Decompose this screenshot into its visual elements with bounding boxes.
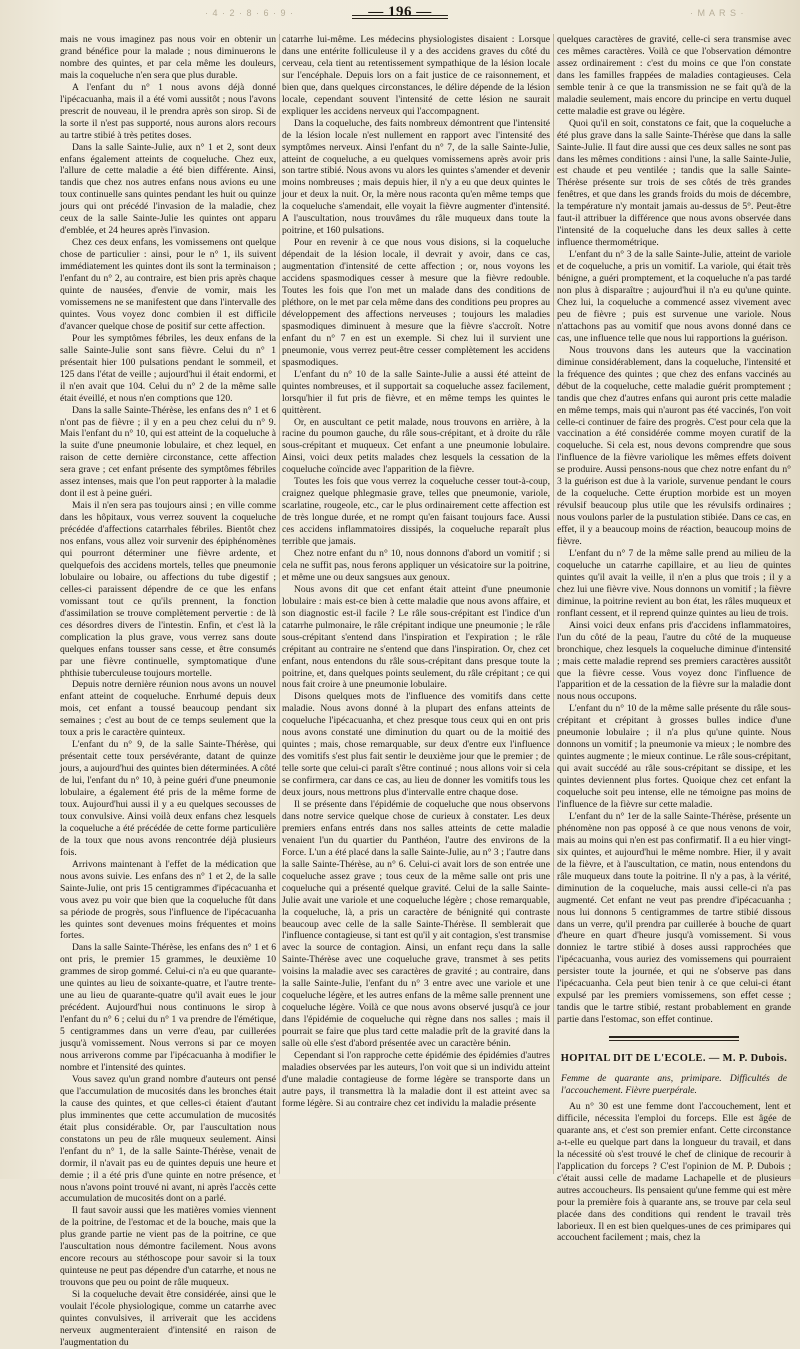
paragraph: L'enfant du n° 3 de la salle Sainte-Julie, atteint de variole et de coqueluche, a pris un vomitif. La variole, qui était très bénigne, a guéri promptement, et la coqueluche n'a pas tardé non plus à disparaître ; aujourd'hui il n'a eu qu'une quinte. Chez lui, la coqueluche a commencé assez vivement avec peu de fièvre ; puis est survenue une variole. Nous n'attachons pas au vomitif que nous avons donné dans ce cas, une influence telle que nous lui rapportions la guérison. [557,249,791,344]
paragraph: Si la coqueluche devait être considérée, ainsi que le voulait l'école physiologique, comme un catarrhe avec quintes convulsives, il arriverait que les accidens nerveux augmenteraient d'intensité en raison de l'augmentation du [60,1289,276,1348]
paragraph: Au n° 30 est une femme dont l'accouchement, lent et difficile, nécessita l'emploi du forceps. Elle est âgée de quarante ans, et c'est son premier enfant. Cette circonstance a-t-elle eu quelque part dans la longueur du travail, et dans la nécessité où s'est trouvé le chef de clinique de recourir à l'application du forceps ? C'est l'opinion de M. P. Dubois ; c'était aussi celle de madame Lachapelle et de plusieurs autres accoucheurs. Ils pensaient qu'une femme qui est mère pour la première fois à quarante ans, se trouve par cela seul placée dans des conditions qui rendent le travail très laborieux. Il en est bien quelques-unes de ces primipares qui accouchent facilement ; mais, chez la [557,1100,791,1244]
paragraph: Chez notre enfant du n° 10, nous donnons d'abord un vomitif ; si cela ne suffit pas, nous ferons appliquer un vésicatoire sur la poitrine, et même une ou deux sangsues aux genoux. [282,547,550,583]
paragraph: L'enfant du n° 10 de la même salle présente du râle sous-crépitant et crépitant à grosses bulles indice d'une pneumonie lobulaire ; il n'a plus qu'une quinte. Nous donnons un vomitif ; la pneumonie va mieux ; le nombre des quintes augmente ; le mieux continue. Le râle sous-crépitant, qui avait succédé au râle sous-crépitant se dissipe, et les quintes deviennent plus fortes. Quoique chez cet enfant la coqueluche soit peu intense, elle ne témoigne pas moins de l'influence de la fièvre sur cette maladie. [557,703,791,810]
paragraph: A l'enfant du n° 1 nous avons déjà donné l'ipécacuanha, mais il a été vomi aussitôt ; nous l'avons prescrit de nouveau, il le prendra après son sirop. Si de la sorte il n'est pas supporté, nous aurons alors recours au tartre stibié à très petites doses. [60,81,276,141]
paragraph: Nous trouvons dans les auteurs que la vaccination diminue considérablement, dans la coqueluche, l'intensité et la fréquence des quintes ; que chez des enfans vaccinés au début de la coqueluche, cette maladie guérit promptement ; tandis que chez d'autres enfans qui auront pris cette maladie en même temps, mais qui n'auront pas été vaccinés, l'on voit celle-ci continuer de faire des progrès. C'est pour cela que la vaccination a été considérée comme moyen curatif de la coqueluche. Si cela est, nous devons comprendre que sous l'influence de la fièvre variolique les mêmes effets doivent se produire. Aussi pensons-nous que chez notre enfant du n° 3 la guérison est due à la variole, survenue pendant le cours de la coqueluche. Cette éruption morbide est un moyen révulsif beaucoup plus utile que les révulsifs ordinaires ; nous voulons parler de la pustulation stibiée. Dans ce cas, en effet, il y a beaucoup moins de réaction, beaucoup moins de fièvre. [557,344,791,548]
paragraph: Mais il n'en sera pas toujours ainsi ; en ville comme dans les hôpitaux, vous verrez souvent la coqueluche précédée d'affections catarrhales fébriles. Bientôt chez nos enfans, vous allez voir survenir des épiphénomènes qui pourront déterminer une fièvre ardente, et quelquefois des accidens mortels, telles que pneumonie lobulaire ou lobaire, ou affections du tube digestif ; celles-ci paraissent dépendre de ce que les enfans vomissant tout ce qu'ils prennent, la fonction d'assimilation se trouve complètement pervertie : de là ces désordres divers de l'intestin. Enfin, et c'est là la complication la plus grave, vous verrez sans doute quelques enfans tousser sans cesse, et être consumés par une fièvre continuelle, symptomatique d'une phthisie tuberculeuse toujours mortelle. [60,500,276,679]
paragraph: quelques caractères de gravité, celle-ci sera transmise avec ces mêmes caractères. Voilà ce que l'observation démontre assez ordinairement : c'est du moins ce que l'on constate dans les familles frappées de maladies contagieuses. Cela semble tenir à ce que la transmission ne se fait qu'à de la maladie seulement, mais encore du principe en vertu duquel cette maladie est grave ou légère. [557,34,791,117]
running-head-left: · 4 · 2 · 8 · 6 · 9 · [205,8,295,18]
paragraph: L'enfant du n° 10 de la salle Sainte-Julie a aussi été atteint de quintes nombreuses, et il supportait sa coqueluche assez facilement, lorsqu'hier il fut pris de fièvre, et en même temps les quintes le quittèrent. [282,368,550,416]
case-title: Femme de quarante ans, primipare. Difficultés de l'accouchement. Fièvre puerpérale. [561,1073,787,1097]
paragraph: Pour en revenir à ce que nous vous disions, si la coqueluche dépendait de la lésion locale, il devrait y avoir, dans ce cas, augmentation d'intensité de cette affection ; or, nous voyons les accidens spasmodiques cesser à mesure que la fièvre redouble. Toutes les fois que l'on met un malade dans des conditions de pléthore, on le met par cela même dans des conditions peu propres au développement des affections nerveuses ; toujours les maladies spasmodiques diminuent à mesure que la fièvre s'accroît. Notre enfant du n° 7 en est un exemple. Si chez lui il survient une pneumonie, vous verrez peut-être cesser complètement les accidens spasmodiques. [282,237,550,368]
paragraph: Arrivons maintenant à l'effet de la médication que nous avons suivie. Les enfans des n° 1 et 2, de la salle Sainte-Julie, ont pris 15 centigrammes d'ipécacuanha et vous avez pu voir que bien que la coqueluche fût dans sa période de progrès, sous l'influence de l'ipécacuanha les quintes sont devenues moins fréquentes et moins fortes. [60,858,276,942]
paragraph: Ainsi voici deux enfans pris d'accidens inflammatoires, l'un du côté de la peau, l'autre du côté de la muqueuse bronchique, chez lesquels la coqueluche diminue d'intensité ; mais cette maladie reprend ses premiers caractères aussitôt que la fièvre cesse. Vous voyez donc l'influence de l'apparition et de la cessation de la fièvre sur la maladie dont nous nous occupons. [557,619,791,703]
paragraph: Depuis notre dernière réunion nous avons un nouvel enfant atteint de coqueluche. Enrhumé depuis deux mois, cet enfant a toussé beaucoup pendant six semaines ; c'est au bout de ce temps seulement que la toux a pris le caractère quinteux. [60,679,276,739]
page-number: — 196 — [368,4,432,20]
paragraph: L'enfant du n° 7 de la même salle prend au milieu de la coqueluche un catarrhe capillaire, et au lieu de quintes quintes qu'il avait la veille, il n'en a plus que trois ; il y a chez lui une fièvre vive. Nous donnons un vomitif ; la fièvre diminue, la poitrine revient au bon état, les râles muqueux et ronflant cessent, et il reprend quinze quintes au lieu de trois. [557,547,791,619]
paragraph: Nous avons dit que cet enfant était atteint d'une pneumonie lobulaire : mais est-ce bien à cette maladie que nous avons affaire, et son diagnostic est-il facile ? Le râle sous-crépitant est l'indice d'un catarrhe pulmonaire, le râle crépitant indique une pneumonie ; le râle sous-crépitant s'entend dans l'inspiration et l'expiration ; le râle crépitant au contraire ne s'entend que dans l'inspiration. Or, chez cet enfant, nous entendons du râle sous-crépitant dans presque toute la poitrine, et, dans quelques points seulement, du râle crépitant ; ce qui nous fait croire à une pneumonie lobulaire. [282,583,550,691]
page-header [0,4,800,26]
text-column-1 [60,34,276,1348]
paragraph: Dans la salle Sainte-Thérèse, les enfans des n° 1 et 6 n'ont pas de fièvre ; il y en a peu chez celui du n° 9. Mais l'enfant du n° 10, qui est atteint de la coqueluche à la suite d'une pneumonie lobulaire, et chez lequel, en raison de cette dernière circonstance, cette affection sera grave ; cet enfant présente des symptômes fébriles assez intenses, mais que l'on peut rapporter à la maladie dont il est à peine guéri. [60,404,276,500]
running-head-right: · M A R S · [690,8,745,18]
paragraph: L'enfant du n° 9, de la salle Sainte-Thérèse, qui présentait cette toux persévérante, datant de quinze jours, a aujourd'hui des quintes bien déterminées. A côté de lui, l'enfant du n° 10, à peine guéri d'une pneumonie lobulaire, a également été pris de la même forme de toux. Aujourd'hui aussi il y a eu quelques secousses de toux convulsive. Ainsi voilà deux enfans chez lesquels la coqueluche a été précédée de cette forme particulière de la toux que nous avons rencontrée déjà plusieurs fois. [60,739,276,858]
paragraph: Disons quelques mots de l'influence des vomitifs dans cette maladie. Nous avons donné à la plupart des enfans atteints de coqueluche l'ipécacuanha, et chez presque tous ceux qui en ont pris nous avons constaté une diminution du quart ou de la moitié des quintes ; mais, chose remarquable, sur deux d'entre eux l'influence des vomitifs s'est plus fait sentir le deuxième jour que le premier ; de telle sorte que celui-ci paraît s'être continué ; nous allons voir si cela se confirmera, car dans ce cas, au lieu de donner les vomitifs tous les deux jours, nous mettrons plus d'intervalle entre chaque dose. [282,691,550,799]
column-divider [279,34,280,1174]
text-column-2 [282,34,550,1174]
paragraph: Dans la salle Sainte-Julie, aux n° 1 et 2, sont deux enfans également atteints de coqueluche. Chez eux, l'allure de cette maladie a été bien différente. Ainsi, tandis que chez nos autres enfans nous avions eu une toux continuelle sans quintes pendant les huit ou quinze jours qui ont précédé l'invasion de la maladie, chez ceux de la salle Sainte-Julie les quintes ont apparu d'emblée, et 24 heures après l'invasion. [60,141,276,237]
paragraph: Cependant si l'on rapproche cette épidémie des épidémies d'autres maladies observées par les auteurs, l'on voit que si un individu atteint d'une maladie contagieuse de forme légère se transporte dans un autre pays, il transmettra là la maladie dont il est atteint avec sa forme légère. Si au contraire chez cet individu la maladie présente [282,1050,550,1109]
paragraph: Vous savez qu'un grand nombre d'auteurs ont pensé que l'accumulation de mucosités dans les bronches était la cause des quintes, et que celles-ci étaient d'autant plus imminentes que cette accumulation de mucosités était plus considérable. Or, par l'auscultation nous constatons un peu de râle muqueux seulement. Ainsi l'enfant du n° 1, de la salle Sainte-Thérèse, venait de dormir, il n'avait pas eu de quintes depuis une heure et demie ; il a été pris d'une quinte en notre présence, et nous n'avons point trouvé ni avant, ni après l'accès cette accumulation de mucosités dont on a parlé. [60,1073,276,1205]
paragraph: mais ne vous imaginez pas nous voir en obtenir un grand bénéfice pour la malade ; nous diminuerons le nombre des quintes, et par cela même les douleurs, mais la coqueluche n'en sera que plus durable. [60,34,276,81]
paragraph: Pour les symptômes fébriles, les deux enfans de la salle Sainte-Julie sont sans fièvre. Celui du n° 1 présentait hier 100 pulsations pendant le sommeil, et 125 dans l'état de veille ; aujourd'hui il était endormi, et il n'en avait que 104. Celui du n° 2 de la même salle était éveillé, et nous n'en comptions que 120. [60,332,276,404]
paragraph: Il faut savoir aussi que les matières vomies viennent de la poitrine, de l'estomac et de la bouche, mais que la plus grande partie ne vient pas de la poitrine, ce que l'auscultation nous démontre facilement. Nous avons encore recours au stéthoscope pour savoir si la toux quinteuse ne peut pas dépendre d'un catarrhe, et nous ne trouvons que peu ou point de râle muqueux. [60,1205,276,1289]
paragraph: Quoi qu'il en soit, constatons ce fait, que la coqueluche a été plus grave dans la salle Sainte-Thérèse que dans la salle Sainte-Julie. Il faut dire aussi que ces deux salles ne sont pas dans les mêmes conditions : ainsi l'une, la salle Sainte-Julie, est chaude et peu ventilée ; tandis que la salle Sainte-Thérèse présente sur trois de ses côtés de très grandes fenêtres, et que dans les grands froids du mois de décembre, la température n'y montait jamais au-dessus de 5°. Peut-être faut-il attribuer la différence que nous avons observée dans l'intensité de la coqueluche dans les deux salles à cette influence thermométrique. [557,117,791,249]
paragraph: Il se présente dans l'épidémie de coqueluche que nous observons dans notre service quelque chose de curieux à constater. Les deux premiers enfans entrés dans nos salles atteints de cette maladie venaient l'un du quartier du Panthéon, l'autre des environs de la Force. L'un a été placé dans la salle Sainte-Julie, au n° 3 ; l'autre dans la salle Sainte-Thérèse, au n° 6. Celui-ci avait lors de son entrée une coqueluche assez grave ; tous ceux de la même salle ont pris une coqueluche qui a présenté quelque gravité. Celui de la salle Sainte-Julie avait une variole et une coqueluche légère ; chose remarquable, la coqueluche, là, a pris un caractère de bénignité qui contraste beaucoup avec celle de la salle Sainte-Thérèse. Il semblerait que l'influence contagieuse, si tant est qu'il y ait contagion, s'est transmise avec la source de contagion. Ainsi, un enfant reçu dans la salle Sainte-Thérèse avec une coqueluche grave, transmet à ses petits voisins la maladie avec ses caractères de gravité ; au contraire, dans la salle Sainte-Julie, l'enfant du n° 3 entre avec une variole et une coqueluche légère, et les autres enfans de la même salle prennent une coqueluche légère. Voilà ce que nous avons observé jusqu'à ce jour dans l'épidémie de coqueluche qui règne dans nos salles ; mais il pourrait se faire que plus tard cette maladie prît de la gravité dans la salle où elle s'est d'abord présentée avec un caractère bénin. [282,799,550,1050]
paragraph: Toutes les fois que vous verrez la coqueluche cesser tout-à-coup, craignez quelque phlegmasie grave, telles que pneumonie, variole, scarlatine, rougeole, etc., car le plus ordinairement cette affection est de très longue durée, et ne rompt qu'en faisant toujours face. Aussi ces accidens inflammatoires dissipés, la coqueluche reparaît plus terrible que jamais. [282,476,550,548]
paragraph: Chez ces deux enfans, les vomissemens ont quelque chose de particulier : ainsi, pour le n° 1, ils suivent immédiatement les quintes dont ils sont la terminaison ; l'enfant du n° 2, au contraire, est bien pris après chaque quinte de nausées, d'envie de vomir, mais les vomissemens ne se manifestent que dans l'intervalle des quintes. Vous voyez donc combien il est difficile d'avancer quelque chose de positif sur cette affection. [60,237,276,332]
paragraph: Or, en auscultant ce petit malade, nous trouvons en arrière, à la racine du poumon gauche, du râle sous-crépitant, et à droite du râle sous-crépitant et muqueux. Cet enfant a une pneumonie lobulaire. Ainsi, voici deux petits malades chez lesquels la cessation de la coqueluche coïncide avec l'apparition de la fièvre. [282,416,550,476]
text-column-3 [557,34,791,1244]
paragraph: Dans la salle Sainte-Thérèse, les enfans des n° 1 et 6 ont pris, le premier 15 grammes, le deuxième 10 grammes de sirop gommé. Celui-ci n'a eu que quarante-une quintes au lieu de soixante-quatre, et l'autre trente-une au lieu de quarante-quatre qu'il avait eues le jour précédent. Aujourd'hui nous continuons le sirop à l'enfant du n° 6 ; celui du n° 1 va prendre de l'émétique, 5 centigrammes dans un verre d'eau, par cuillerées jusqu'à vomissement. Nous verrons si par ce moyen nous arriverons comme par l'ipécacuanha à modifier le nombre et l'intensité des quintes. [60,942,276,1073]
paragraph: Dans la coqueluche, des faits nombreux démontrent que l'intensité de la lésion locale n'est nullement en rapport avec l'intensité des symptômes nerveux. Ainsi l'enfant du n° 7, de la salle Sainte-Julie, atteint de coqueluche, a eu quelques vomissemens après avoir pris son tartre stibié. Nous avons vu alors les quintes s'amender et devenir moins nombreuses ; mais depuis hier, il n'y a eu que deux quintes le jour et deux la nuit. Or, la mère nous raconta qu'en même temps que la coqueluche s'amendait, elle voyait la fièvre augmenter d'intensité. A l'auscultation, nous trouvâmes du râle muqueux dans toute la poitrine, et 160 pulsations. [282,117,550,237]
paragraph: catarrhe lui-même. Les médecins physiologistes disaient : Lorsque dans une entérite folliculeuse il y a des accidens graves du côté du cerveau, cela tient au retentissement sympathique de la lésion locale sur l'encéphale. Depuis lors on a fait justice de ce raisonnement, et bien que, dans quelques circonstances, le délire dépende de la lésion locale, cependant souvent l'intensité de cette lésion ne saurait expliquer les accidens nerveux qui l'accompagnent. [282,34,550,117]
section-heading: HOPITAL DIT DE L'ECOLE. — M. P. Dubois. [560,1053,788,1065]
column-divider [553,34,554,1174]
section-rule [609,1036,739,1038]
paragraph: L'enfant du n° 1er de la salle Sainte-Thérèse, présente un phénomène non pas opposé à ce que nous venons de voir, mais au moins qui n'en est pas confirmatif. Il a eu hier vingt-six quintes, et aujourd'hui le même nombre. Hier, il y avait de la fièvre, et à l'auscultation, ce matin, nous entendons du râle muqueux dans toute la poitrine. Il n'y a pas, à la vérité, diminution de la coqueluche, mais aussi celle-ci n'a pas augmenté. Cet enfant ne veut pas prendre d'ipécacuanha ; nous lui donnons 5 centigrammes de tartre stibié dissous dans un verre, qu'il prendra par cuillerée à bouche de quart d'heure en quart d'heure jusqu'à vomissement. Si vous donniez le tartre stibié à doses aussi rapprochées que l'ipécacuanha, vous auriez des vomissemens qui pourraient persister toute la journée, et qui ne s'observe pas dans l'ipécacuanha. Cela peut bien tenir à ce que celui-ci étant expulsé par les premiers vomissemens, son effet cesse ; tandis que le tartre stibié, restant probablement en grande partie dans l'estomac, son effet continue. [557,810,791,1026]
section-rule [609,1040,739,1041]
